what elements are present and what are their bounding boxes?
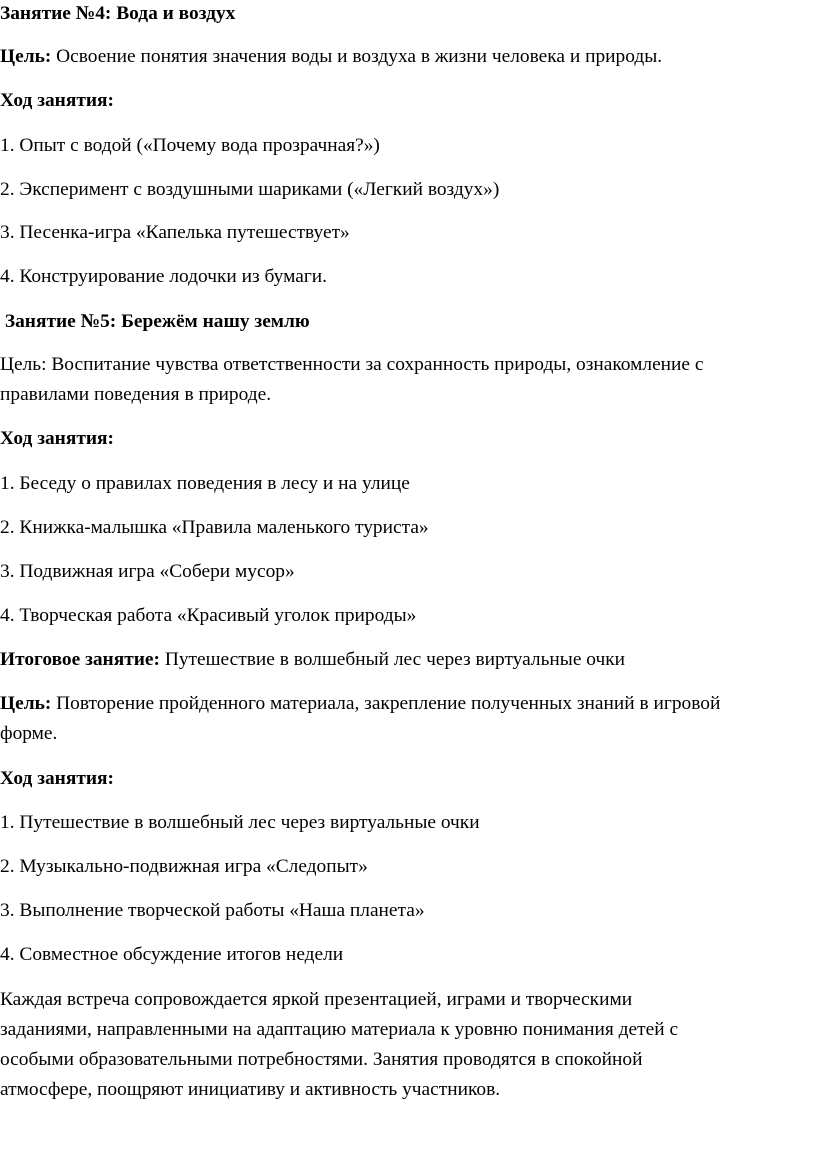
lesson4-title: Занятие №4: Вода и воздух bbox=[0, 3, 236, 24]
final-item-2: 2. Музыкально-подвижная игра «Следопыт» bbox=[0, 856, 368, 877]
lesson5-item-2: 2. Книжка-малышка «Правила маленького туриста» bbox=[0, 517, 429, 538]
summary-line-1: Каждая встреча сопровождается яркой презентацией, играми и творческими bbox=[0, 989, 633, 1010]
final-goal-line-2: форме. bbox=[0, 723, 58, 744]
lesson5-progress-heading: Ход занятия: bbox=[0, 428, 114, 449]
final-item-3: 3. Выполнение творческой работы «Наша планета» bbox=[0, 900, 425, 921]
summary-line-2: заданиями, направленными на адаптацию материала к уровню понимания детей с bbox=[0, 1019, 679, 1040]
final-title-text: Путешествие в волшебный лес через виртуальные очки bbox=[159, 649, 626, 670]
lesson5-item-1: 1. Беседу о правилах поведения в лесу и на улице bbox=[0, 473, 410, 494]
lesson5-goal-line-2: правилами поведения в природе. bbox=[0, 384, 272, 405]
lesson4-item-4: 4. Конструирование лодочки из бумаги. bbox=[0, 266, 328, 287]
lesson4-item-1: 1. Опыт с водой («Почему вода прозрачная?») bbox=[0, 135, 380, 156]
summary-line-4: атмосфере, поощряют инициативу и активность участников. bbox=[0, 1079, 501, 1100]
lesson4-progress-heading: Ход занятия: bbox=[0, 90, 114, 111]
final-goal-line-1 bbox=[0, 689, 814, 719]
lesson5-item-4: 4. Творческая работа «Красивый уголок природы» bbox=[0, 605, 417, 626]
lesson4-item-3: 3. Песенка-игра «Капелька путешествует» bbox=[0, 222, 350, 243]
final-title bbox=[0, 645, 814, 675]
lesson4-item-2: 2. Эксперимент с воздушными шариками («Легкий воздух») bbox=[0, 179, 500, 200]
goal-label: Цель: bbox=[0, 46, 52, 67]
lesson4-goal bbox=[0, 42, 814, 72]
lesson5-title: Занятие №5: Бережём нашу землю bbox=[0, 311, 310, 332]
final-progress-heading: Ход занятия: bbox=[0, 768, 114, 789]
goal-text: Повторение пройденного материала, закрепление полученных знаний в игровой bbox=[51, 693, 721, 714]
lesson5-goal-line-1: Цель: Воспитание чувства ответственности за сохранность природы, ознакомление с bbox=[0, 354, 704, 375]
final-item-1: 1. Путешествие в волшебный лес через виртуальные очки bbox=[0, 812, 480, 833]
summary-line-3: особыми образовательными потребностями. Занятия проводятся в спокойной bbox=[0, 1049, 643, 1070]
goal-text: Освоение понятия значения воды и воздуха в жизни человека и природы. bbox=[51, 46, 663, 67]
lesson5-item-3: 3. Подвижная игра «Собери мусор» bbox=[0, 561, 295, 582]
final-item-4: 4. Совместное обсуждение итогов недели bbox=[0, 944, 344, 965]
final-title-label: Итоговое занятие: bbox=[0, 649, 160, 670]
goal-label: Цель: bbox=[0, 693, 52, 714]
